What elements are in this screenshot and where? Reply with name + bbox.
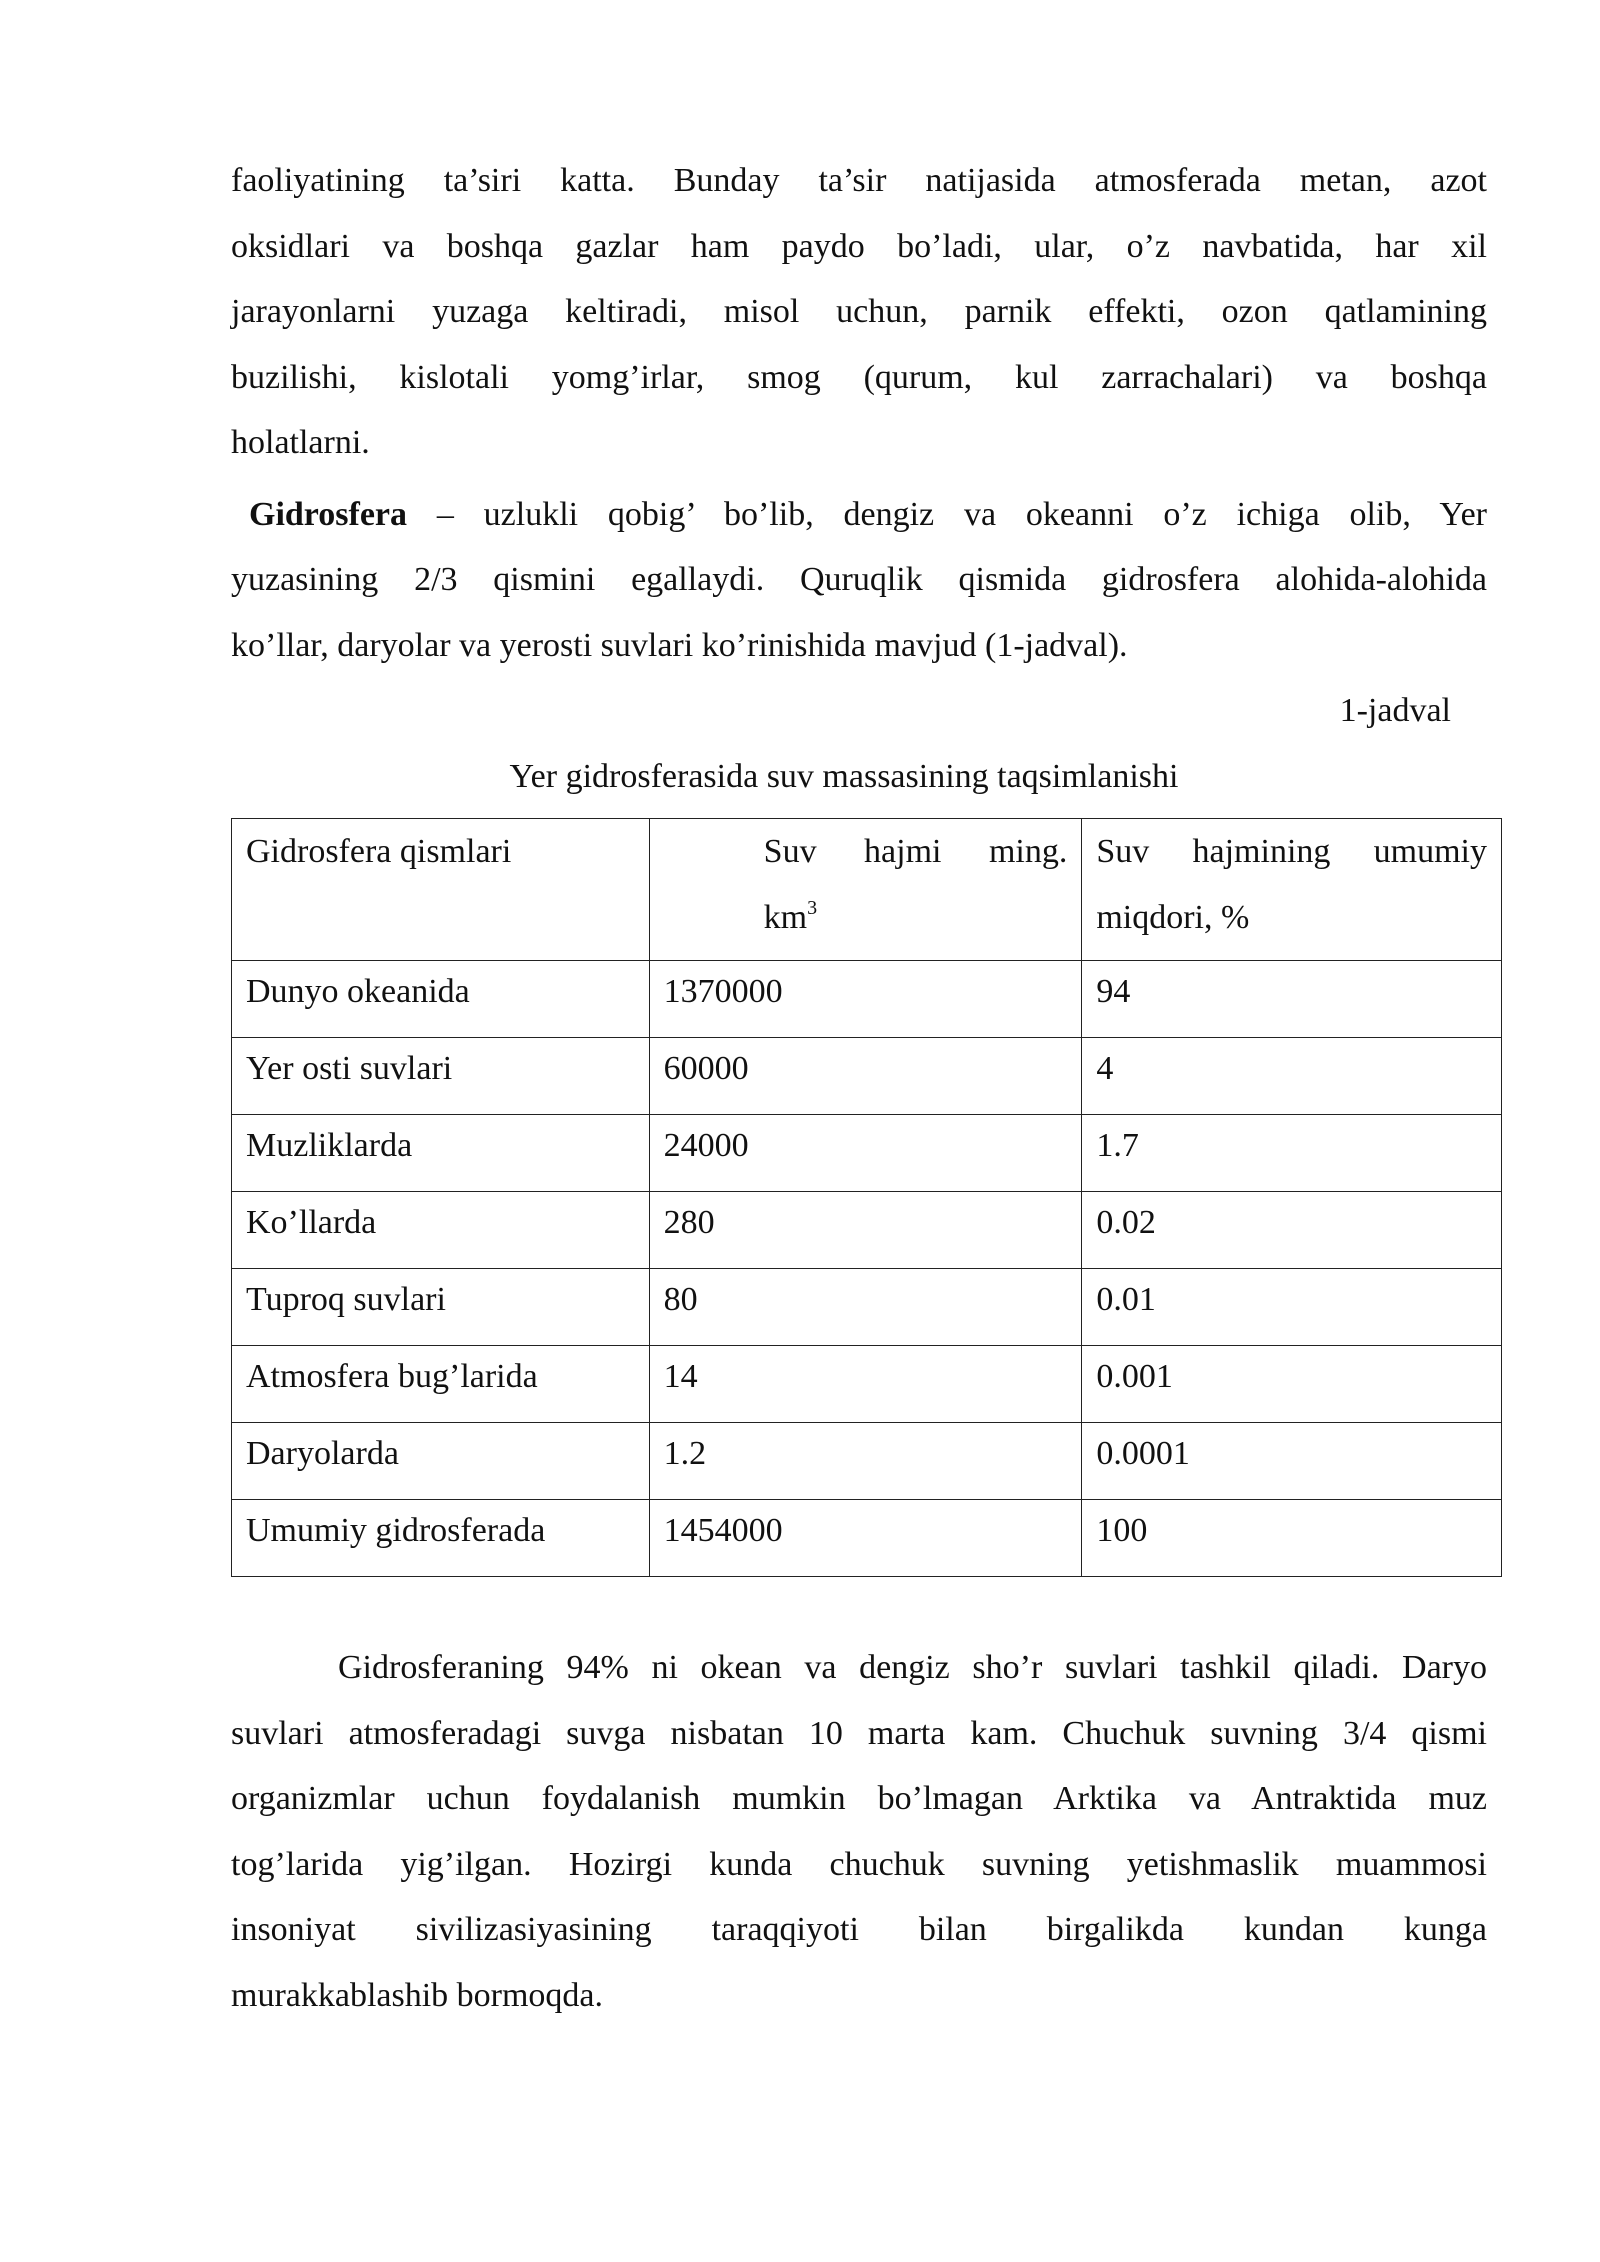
table-row — [232, 1192, 1502, 1269]
header-percent-line2: miqdori, % — [1096, 899, 1250, 936]
text-line: yuzasining 2/3 qismini egallaydi. Quruqlik qismida gidrosfera alohida-alohida — [231, 561, 1487, 598]
header-percent — [1082, 819, 1502, 961]
text-line — [231, 482, 1487, 548]
table-header-row — [232, 819, 1502, 961]
cell-part: Tuproq suvlari — [232, 1269, 650, 1346]
cell-percent: 0.01 — [1082, 1269, 1502, 1346]
cell-percent: 1.7 — [1082, 1115, 1502, 1192]
table-row — [232, 1423, 1502, 1500]
table-row — [232, 1038, 1502, 1115]
paragraph-freshwater — [231, 1635, 1487, 2028]
table-row — [232, 1269, 1502, 1346]
cell-part: Umumiy gidrosferada — [232, 1500, 650, 1577]
cell-volume: 1454000 — [649, 1500, 1082, 1577]
cell-volume: 24000 — [649, 1115, 1082, 1192]
text-line: murakkablashib bormoqda. — [231, 1976, 604, 2014]
text-line: jarayonlarni yuzaga keltiradi, misol uchun, parnik effekti, ozon qatlamining — [231, 293, 1487, 330]
paragraph-hydrosphere — [231, 482, 1487, 679]
unit-km: km — [763, 899, 808, 936]
text-line: faoliyatining ta’siri katta. Bunday ta’sir natijasida atmosferada metan, azot — [231, 162, 1487, 199]
cell-part: Muzliklarda — [232, 1115, 650, 1192]
cell-part: Atmosfera bug’larida — [232, 1346, 650, 1423]
first-line-rest: – uzlukli qobig’ bo’lib, dengiz va okeanni o’z ichiga olib, Yer — [407, 495, 1487, 533]
text-line: tog’larida yig’ilgan. Hozirgi kunda chuchuk suvning yetishmaslik muammosi — [231, 1845, 1487, 1883]
cell-percent: 0.02 — [1082, 1192, 1502, 1269]
cell-percent: 0.0001 — [1082, 1423, 1502, 1500]
cell-percent: 100 — [1082, 1500, 1502, 1577]
cell-volume: 280 — [649, 1192, 1082, 1269]
unit-superscript: 3 — [807, 897, 818, 919]
text-line: oksidlari va boshqa gazlar ham paydo bo’ladi, ular, o’z navbatida, har xil — [231, 227, 1487, 265]
table-row — [232, 961, 1502, 1038]
table-row-total — [232, 1500, 1502, 1577]
text-line: insoniyat sivilizasiyasining taraqqiyoti bilan birgalikda kundan kunga — [231, 1911, 1487, 1948]
table-row — [232, 1115, 1502, 1192]
cell-part: Daryolarda — [232, 1423, 650, 1500]
paragraph-atmosphere — [231, 148, 1487, 476]
document-page — [231, 148, 1487, 2028]
text-line: suvlari atmosferadagi suvga nisbatan 10 marta kam. Chuchuk suvning 3/4 qismi — [231, 1714, 1487, 1752]
cell-volume: 80 — [649, 1269, 1082, 1346]
cell-percent: 94 — [1082, 961, 1502, 1038]
cell-volume: 1.2 — [649, 1423, 1082, 1500]
water-distribution-table — [231, 818, 1502, 1577]
cell-part: Ko’llarda — [232, 1192, 650, 1269]
term-gidrosfera: Gidrosfera — [249, 495, 408, 533]
text-line: Gidrosferaning 94% ni okean va dengiz sho’r suvlari tashkil qiladi. Daryo — [338, 1649, 1487, 1686]
cell-part: Yer osti suvlari — [232, 1038, 650, 1115]
header-volume — [649, 819, 1082, 961]
text-line: ko’llar, daryolar va yerosti suvlari ko’rinishida mavjud (1-jadval). — [231, 626, 1128, 664]
text-line: holatlarni. — [231, 424, 370, 461]
cell-part: Dunyo okeanida — [232, 961, 650, 1038]
text-line: buzilishi, kislotali yomg’irlar, smog (qurum, kul zarrachalari) va boshqa — [231, 358, 1487, 396]
cell-volume: 60000 — [649, 1038, 1082, 1115]
table-label: 1-jadval — [1339, 692, 1451, 729]
cell-volume: 14 — [649, 1346, 1082, 1423]
text-line: organizmlar uchun foydalanish mumkin bo’lmagan Arktika va Antraktida muz — [231, 1780, 1487, 1817]
cell-percent: 4 — [1082, 1038, 1502, 1115]
header-volume-unit — [664, 885, 1068, 951]
table-caption: Yer gidrosferasida suv massasining taqsimlanishi — [509, 758, 1179, 795]
header-parts: Gidrosfera qismlari — [232, 819, 650, 961]
table-row — [232, 1346, 1502, 1423]
cell-percent: 0.001 — [1082, 1346, 1502, 1423]
header-volume-line1: Suv hajmi ming. — [763, 833, 1068, 870]
header-percent-line1: Suv hajmining umumiy — [1096, 833, 1487, 870]
cell-volume: 1370000 — [649, 961, 1082, 1038]
